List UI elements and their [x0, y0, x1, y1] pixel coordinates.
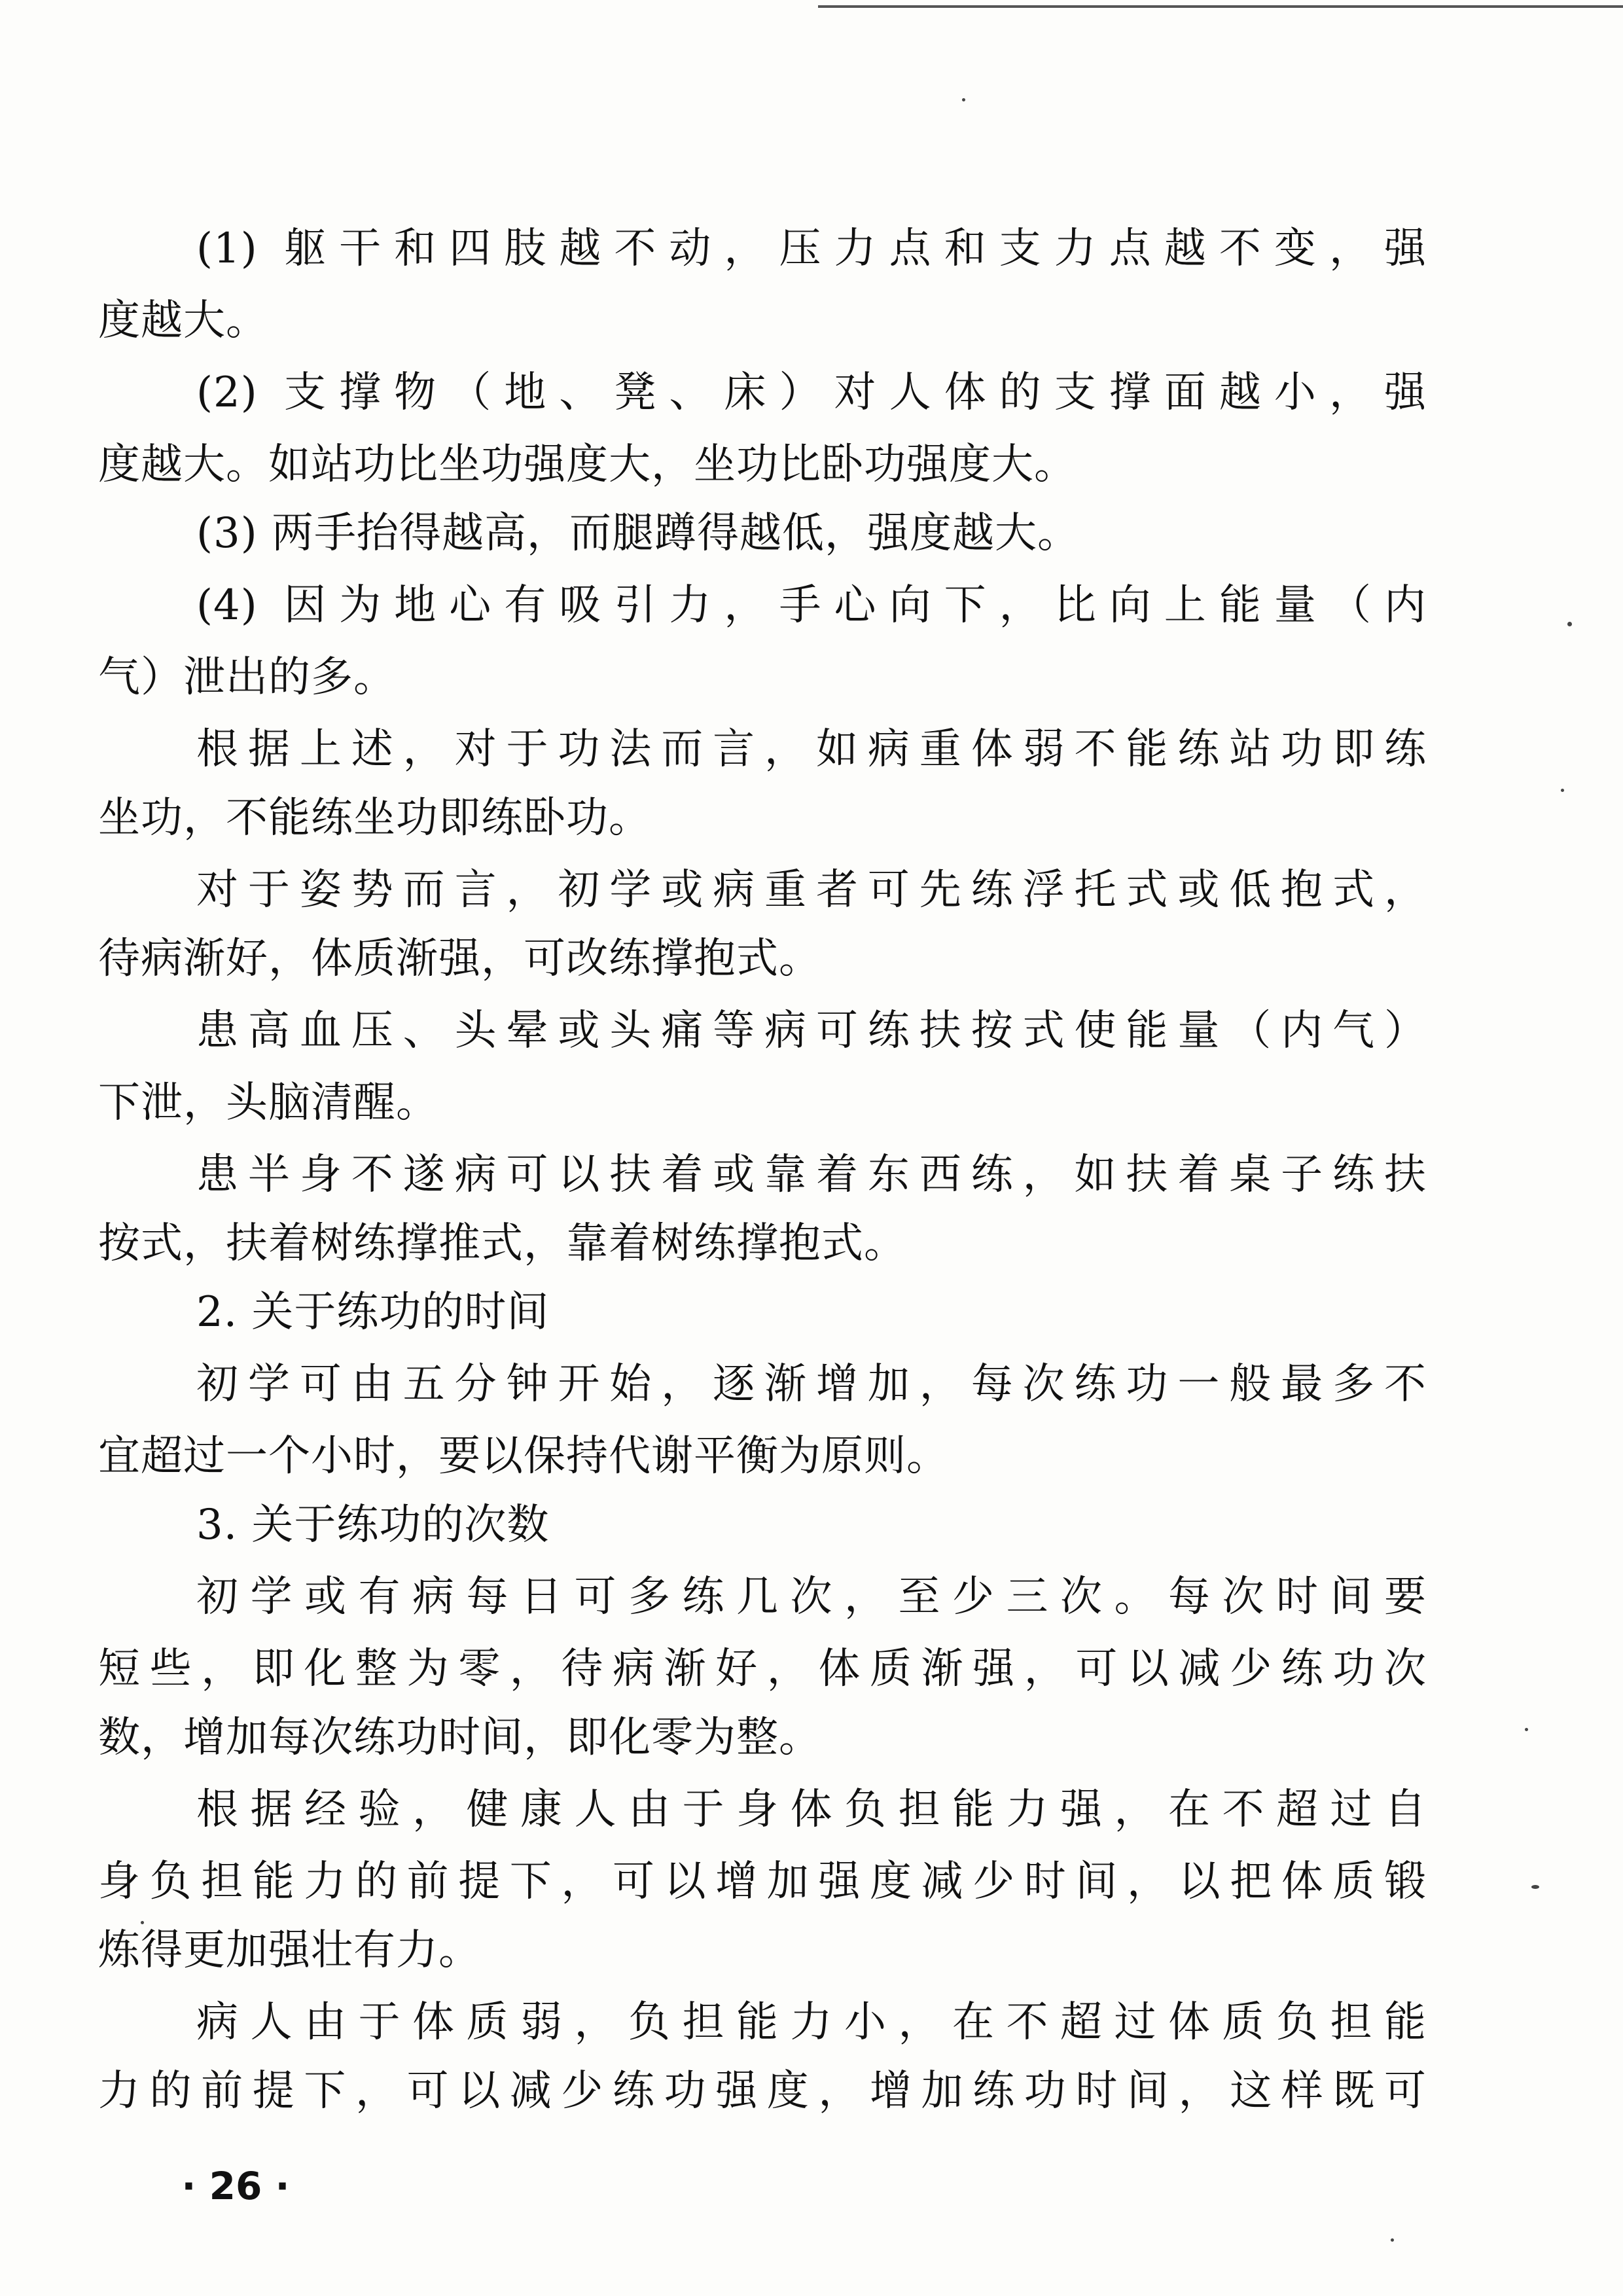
scan-speck [1567, 622, 1572, 626]
section-heading-2: 2. 关于练功的时间 [196, 1288, 550, 1336]
text-line-15: 按式，扶着树练撑推式，靠着树练撑抱式。 [98, 1219, 906, 1268]
text-line-12: 患高血压、头晕或头痛等病可练扶按式使能量（内气） [196, 1007, 1427, 1055]
text-line-6: (4) 因为地心有吸引力，手心向下，比向上能量（内 [196, 581, 1427, 630]
scan-speck [1525, 1728, 1528, 1731]
text-line-11: 待病渐好，体质渐强，可改练撑抱式。 [98, 935, 821, 983]
text-line-7: 气）泄出的多。 [98, 653, 396, 702]
text-line-21: 短些，即化整为零，待病渐好，体质渐强，可以减少练功次 [98, 1645, 1427, 1693]
text-line-5: (3) 两手抬得越高，而腿蹲得越低，强度越大。 [196, 509, 1080, 558]
text-line-10: 对于姿势而言，初学或病重者可先练浮托式或低抱式， [196, 866, 1427, 914]
text-line-17: 初学可由五分钟开始，逐渐增加，每次练功一般最多不 [196, 1360, 1427, 1408]
text-line-1: (1) 躯干和四肢越不动，压力点和支力点越不变，强 [196, 224, 1427, 273]
text-line-27: 力的前提下，可以减少练功强度，增加练功时间，这样既可 [98, 2067, 1427, 2115]
section-heading-3: 3. 关于练功的次数 [196, 1501, 550, 1549]
scan-speck [141, 1921, 144, 1924]
text-line-24: 身负担能力的前提下，可以增加强度减少时间，以把体质锻 [98, 1857, 1427, 1906]
text-line-25: 炼得更加强壮有力。 [98, 1926, 481, 1975]
text-line-26: 病人由于体质弱，负担能力小，在不超过体质负担能 [196, 1998, 1427, 2047]
text-line-2: 度越大。 [98, 296, 268, 345]
text-line-18: 宜超过一个小时，要以保持代谢平衡为原则。 [98, 1432, 949, 1480]
top-rule [818, 5, 1623, 8]
text-line-23: 根据经验，健康人由于身体负担能力强，在不超过自 [196, 1785, 1427, 1834]
scan-speck [1531, 1885, 1539, 1889]
text-line-3: (2) 支撑物（地、凳、床）对人体的支撑面越小，强 [196, 368, 1427, 417]
text-line-9: 坐功，不能练坐功即练卧功。 [98, 794, 651, 842]
scan-speck [1561, 789, 1564, 792]
text-line-13: 下泄，头脑清醒。 [98, 1079, 438, 1127]
text-line-4: 度越大。如站功比坐功强度大，坐功比卧功强度大。 [98, 440, 1077, 489]
scan-speck [1391, 2238, 1394, 2242]
page-number: · 26 · [181, 2164, 290, 2208]
text-line-20: 初学或有病每日可多练几次，至少三次。每次时间要 [196, 1573, 1427, 1621]
text-line-8: 根据上述，对于功法而言，如病重体弱不能练站功即练 [196, 725, 1427, 774]
text-line-22: 数，增加每次练功时间，即化零为整。 [98, 1713, 821, 1762]
text-line-14: 患半身不遂病可以扶着或靠着东西练，如扶着桌子练扶 [196, 1151, 1427, 1199]
scan-speck [962, 98, 965, 101]
